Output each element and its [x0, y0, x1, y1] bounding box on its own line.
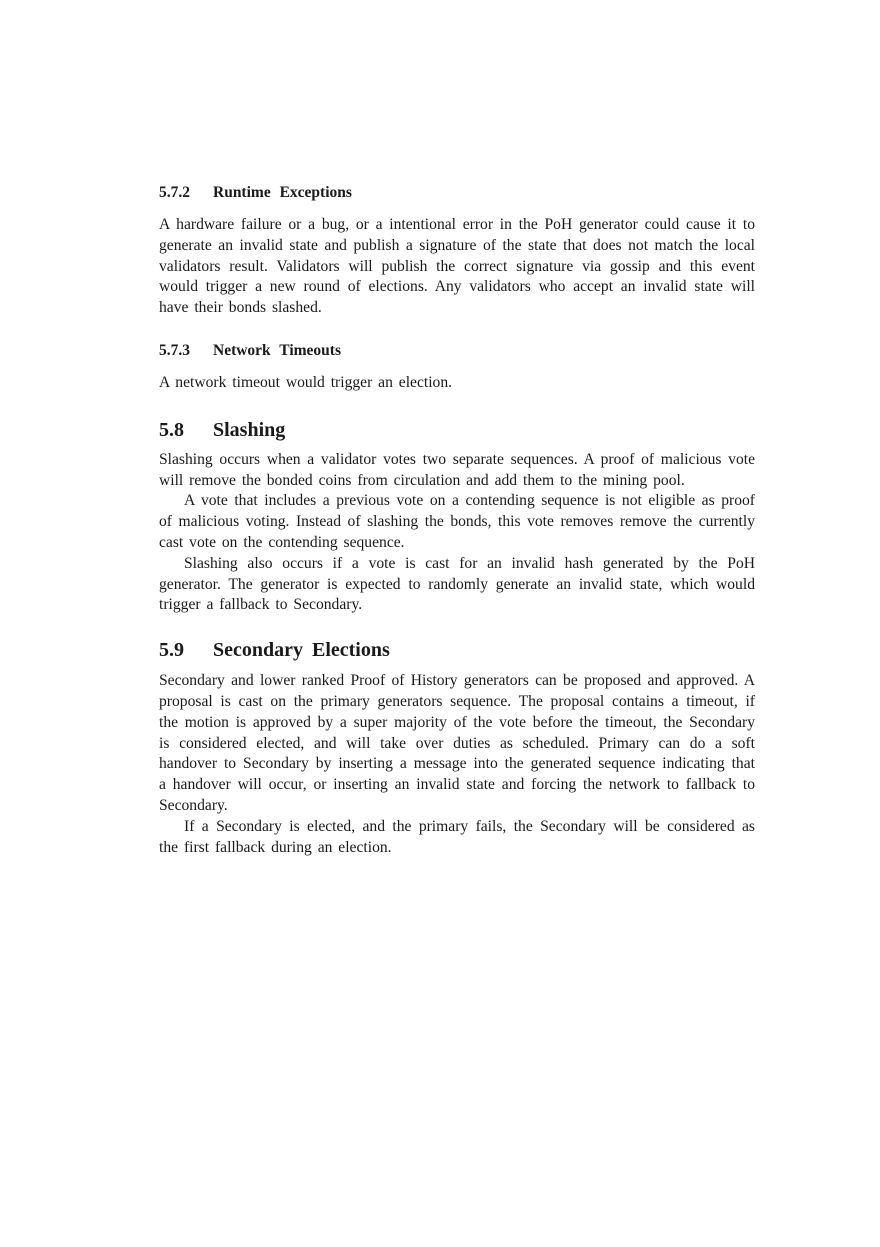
- section-title: Secondary Elections: [213, 639, 390, 662]
- subsection-heading-runtime-exceptions: [159, 183, 755, 203]
- paragraph-secondary-elections-1: Secondary and lower ranked Proof of History generators can be proposed and approved. A proposal is cast on the primary generators sequence. The proposal contains a timeout, if the motion is approved by a super majority of the vote before the timeout, the Secondary is considered elected, and will take over duties as scheduled. Primary can do a soft handover to Secondary by inserting a message into the generated sequence indicating that a handover will occur, or inserting an invalid state and forcing the network to fallback to Secondary.: [159, 672, 755, 814]
- subsection-title: Runtime Exceptions: [213, 184, 352, 201]
- section-number: 5.9: [159, 639, 184, 662]
- paragraph-slashing-1: Slashing occurs when a validator votes two separate sequences. A proof of malicious vote will remove the bonded coins from circulation and add them to the mining pool.: [159, 450, 755, 489]
- document-page: [159, 183, 755, 858]
- section-heading-slashing: [159, 417, 755, 443]
- section-title: Slashing: [213, 418, 286, 441]
- subsection-number: 5.7.2: [159, 184, 190, 201]
- section-number: 5.8: [159, 418, 184, 441]
- paragraph-slashing-2: A vote that includes a previous vote on a contending sequence is not eligible as proof of malicious voting. Instead of slashing the bonds, this vote removes remove the currently cast vote on the contending sequence.: [159, 492, 755, 551]
- section-heading-secondary-elections: [159, 637, 755, 663]
- paragraph-runtime-exceptions: A hardware failure or a bug, or a intentional error in the PoH generator could cause it to generate an invalid state and publish a signature of the state that does not match the local validators result. Validators will publish the correct signature via gossip and this event would trigger a new round of elections. Any validators who accept an invalid state will have their bonds slashed.: [159, 216, 755, 317]
- paragraph-network-timeouts: A network timeout would trigger an election.: [159, 373, 453, 391]
- subsection-title: Network Timeouts: [213, 341, 341, 359]
- paragraph-slashing-3: Slashing also occurs if a vote is cast for an invalid hash generated by the PoH generator. The generator is expected to randomly generate an invalid state, which would trigger a fallback to Secondary.: [159, 554, 755, 614]
- subsection-number: 5.7.3: [159, 341, 190, 359]
- subsection-heading-network-timeouts: [159, 341, 755, 361]
- paragraph-secondary-elections-2: If a Secondary is elected, and the primary fails, the Secondary will be considered as the first fallback during an election.: [159, 817, 755, 856]
